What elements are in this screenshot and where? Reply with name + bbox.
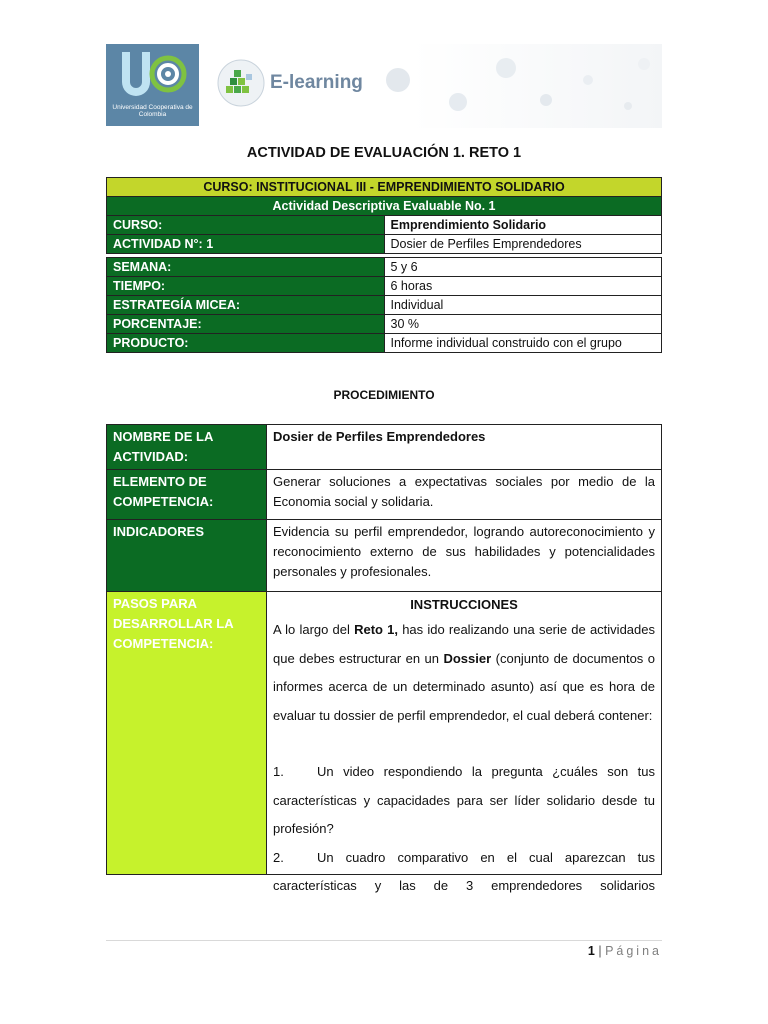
list-item bbox=[273, 758, 655, 844]
table-row bbox=[107, 216, 662, 235]
activity-name-label: NOMBRE DE LA ACTIVIDAD: bbox=[107, 425, 267, 470]
info-value: Dosier de Perfiles Emprendedores bbox=[384, 235, 662, 254]
university-logo bbox=[106, 44, 199, 126]
table-row bbox=[107, 334, 662, 353]
info-label: ACTIVIDAD N°: 1 bbox=[107, 235, 385, 254]
page-footer bbox=[588, 944, 662, 958]
footer-separator: | bbox=[598, 944, 602, 958]
info-label: PORCENTAJE: bbox=[107, 315, 385, 334]
info-value: 6 horas bbox=[384, 277, 662, 296]
info-label: TIEMPO: bbox=[107, 277, 385, 296]
elearning-logo-icon bbox=[216, 58, 266, 108]
intro-bold-text: Dossier bbox=[443, 650, 492, 666]
intro-text: A lo largo del bbox=[273, 622, 355, 637]
indicators-label: INDICADORES bbox=[107, 520, 267, 592]
table-row bbox=[107, 520, 662, 592]
page-number: 1 bbox=[587, 944, 595, 958]
table-row bbox=[107, 425, 662, 470]
table-row bbox=[107, 235, 662, 254]
blank-line bbox=[273, 730, 655, 758]
table-row bbox=[107, 315, 662, 334]
table-row bbox=[107, 296, 662, 315]
info-value: Individual bbox=[384, 296, 662, 315]
intro-text: (conjunto de documentos o informes acerca de un determinado asunto) así que es hora de evaluar tu dossier de perfil emprendedor, el cual deberá contener: bbox=[273, 650, 655, 723]
instructions-heading: INSTRUCCIONES bbox=[410, 597, 518, 612]
info-label: ESTRATEGÍA MICEA: bbox=[107, 296, 385, 315]
procedure-table bbox=[106, 424, 662, 893]
elearning-title: E-learning bbox=[270, 72, 363, 93]
activity-name-value: Dosier de Perfiles Emprendedores bbox=[267, 425, 662, 470]
list-item bbox=[273, 844, 655, 893]
course-info-table bbox=[106, 177, 662, 353]
info-value: Emprendimiento Solidario bbox=[384, 216, 662, 235]
page-word: Página bbox=[605, 944, 662, 958]
table-row bbox=[107, 470, 662, 520]
info-label: CURSO: bbox=[107, 216, 385, 235]
list-item-text: Un cuadro comparativo en el cual aparezcan tus características y las de 3 emprendedores solidarios bbox=[273, 849, 655, 893]
decorative-bubbles-icon bbox=[366, 44, 662, 128]
course-bar-row bbox=[107, 178, 662, 197]
footer-divider bbox=[106, 940, 662, 941]
list-item-text: Un video respondiendo la pregunta ¿cuáles son tus características y capacidades para ser líder solidario desde tu profesión? bbox=[273, 764, 655, 836]
activity-bar: Actividad Descriptiva Evaluable No. 1 bbox=[107, 197, 662, 216]
info-value: 5 y 6 bbox=[384, 258, 662, 277]
list-item-number: 1. bbox=[273, 764, 284, 779]
intro-text: has ido realizando una serie de actividades que debes estructurar en un bbox=[273, 622, 655, 666]
page-header bbox=[106, 44, 662, 128]
table-row bbox=[107, 277, 662, 296]
university-name: Universidad Cooperativa de Colombia bbox=[112, 104, 193, 118]
table-row bbox=[107, 258, 662, 277]
competence-element-value: Generar soluciones a expectativas sociales por medio de la Economia social y solidaria. bbox=[267, 470, 662, 520]
intro-bold-text: Reto 1, bbox=[354, 622, 399, 637]
document-title: ACTIVIDAD DE EVALUACIÓN 1. RETO 1 bbox=[246, 145, 522, 161]
table-row bbox=[107, 592, 662, 875]
activity-bar-row bbox=[107, 197, 662, 216]
competence-element-label: ELEMENTO DE COMPETENCIA: bbox=[107, 470, 267, 520]
info-label: SEMANA: bbox=[107, 258, 385, 277]
course-bar: CURSO: INSTITUCIONAL III - EMPRENDIMIENTO SOLIDARIO bbox=[107, 178, 662, 197]
indicators-value: Evidencia su perfil emprendedor, logrando autoreconocimiento y reconocimiento externo de sus habilidades y potencialidades personales y profesionales. bbox=[267, 520, 662, 592]
uc-emblem-icon bbox=[116, 48, 188, 104]
procedure-heading: PROCEDIMIENTO bbox=[333, 388, 435, 402]
instructions-intro bbox=[273, 616, 655, 730]
steps-label: PASOS PARA DESARROLLAR LA COMPETENCIA: bbox=[107, 592, 267, 875]
info-label: PRODUCTO: bbox=[107, 334, 385, 353]
instructions-cell bbox=[267, 592, 662, 893]
info-value: 30 % bbox=[384, 315, 662, 334]
list-item-number: 2. bbox=[273, 849, 284, 865]
info-value: Informe individual construido con el grupo bbox=[384, 334, 662, 353]
